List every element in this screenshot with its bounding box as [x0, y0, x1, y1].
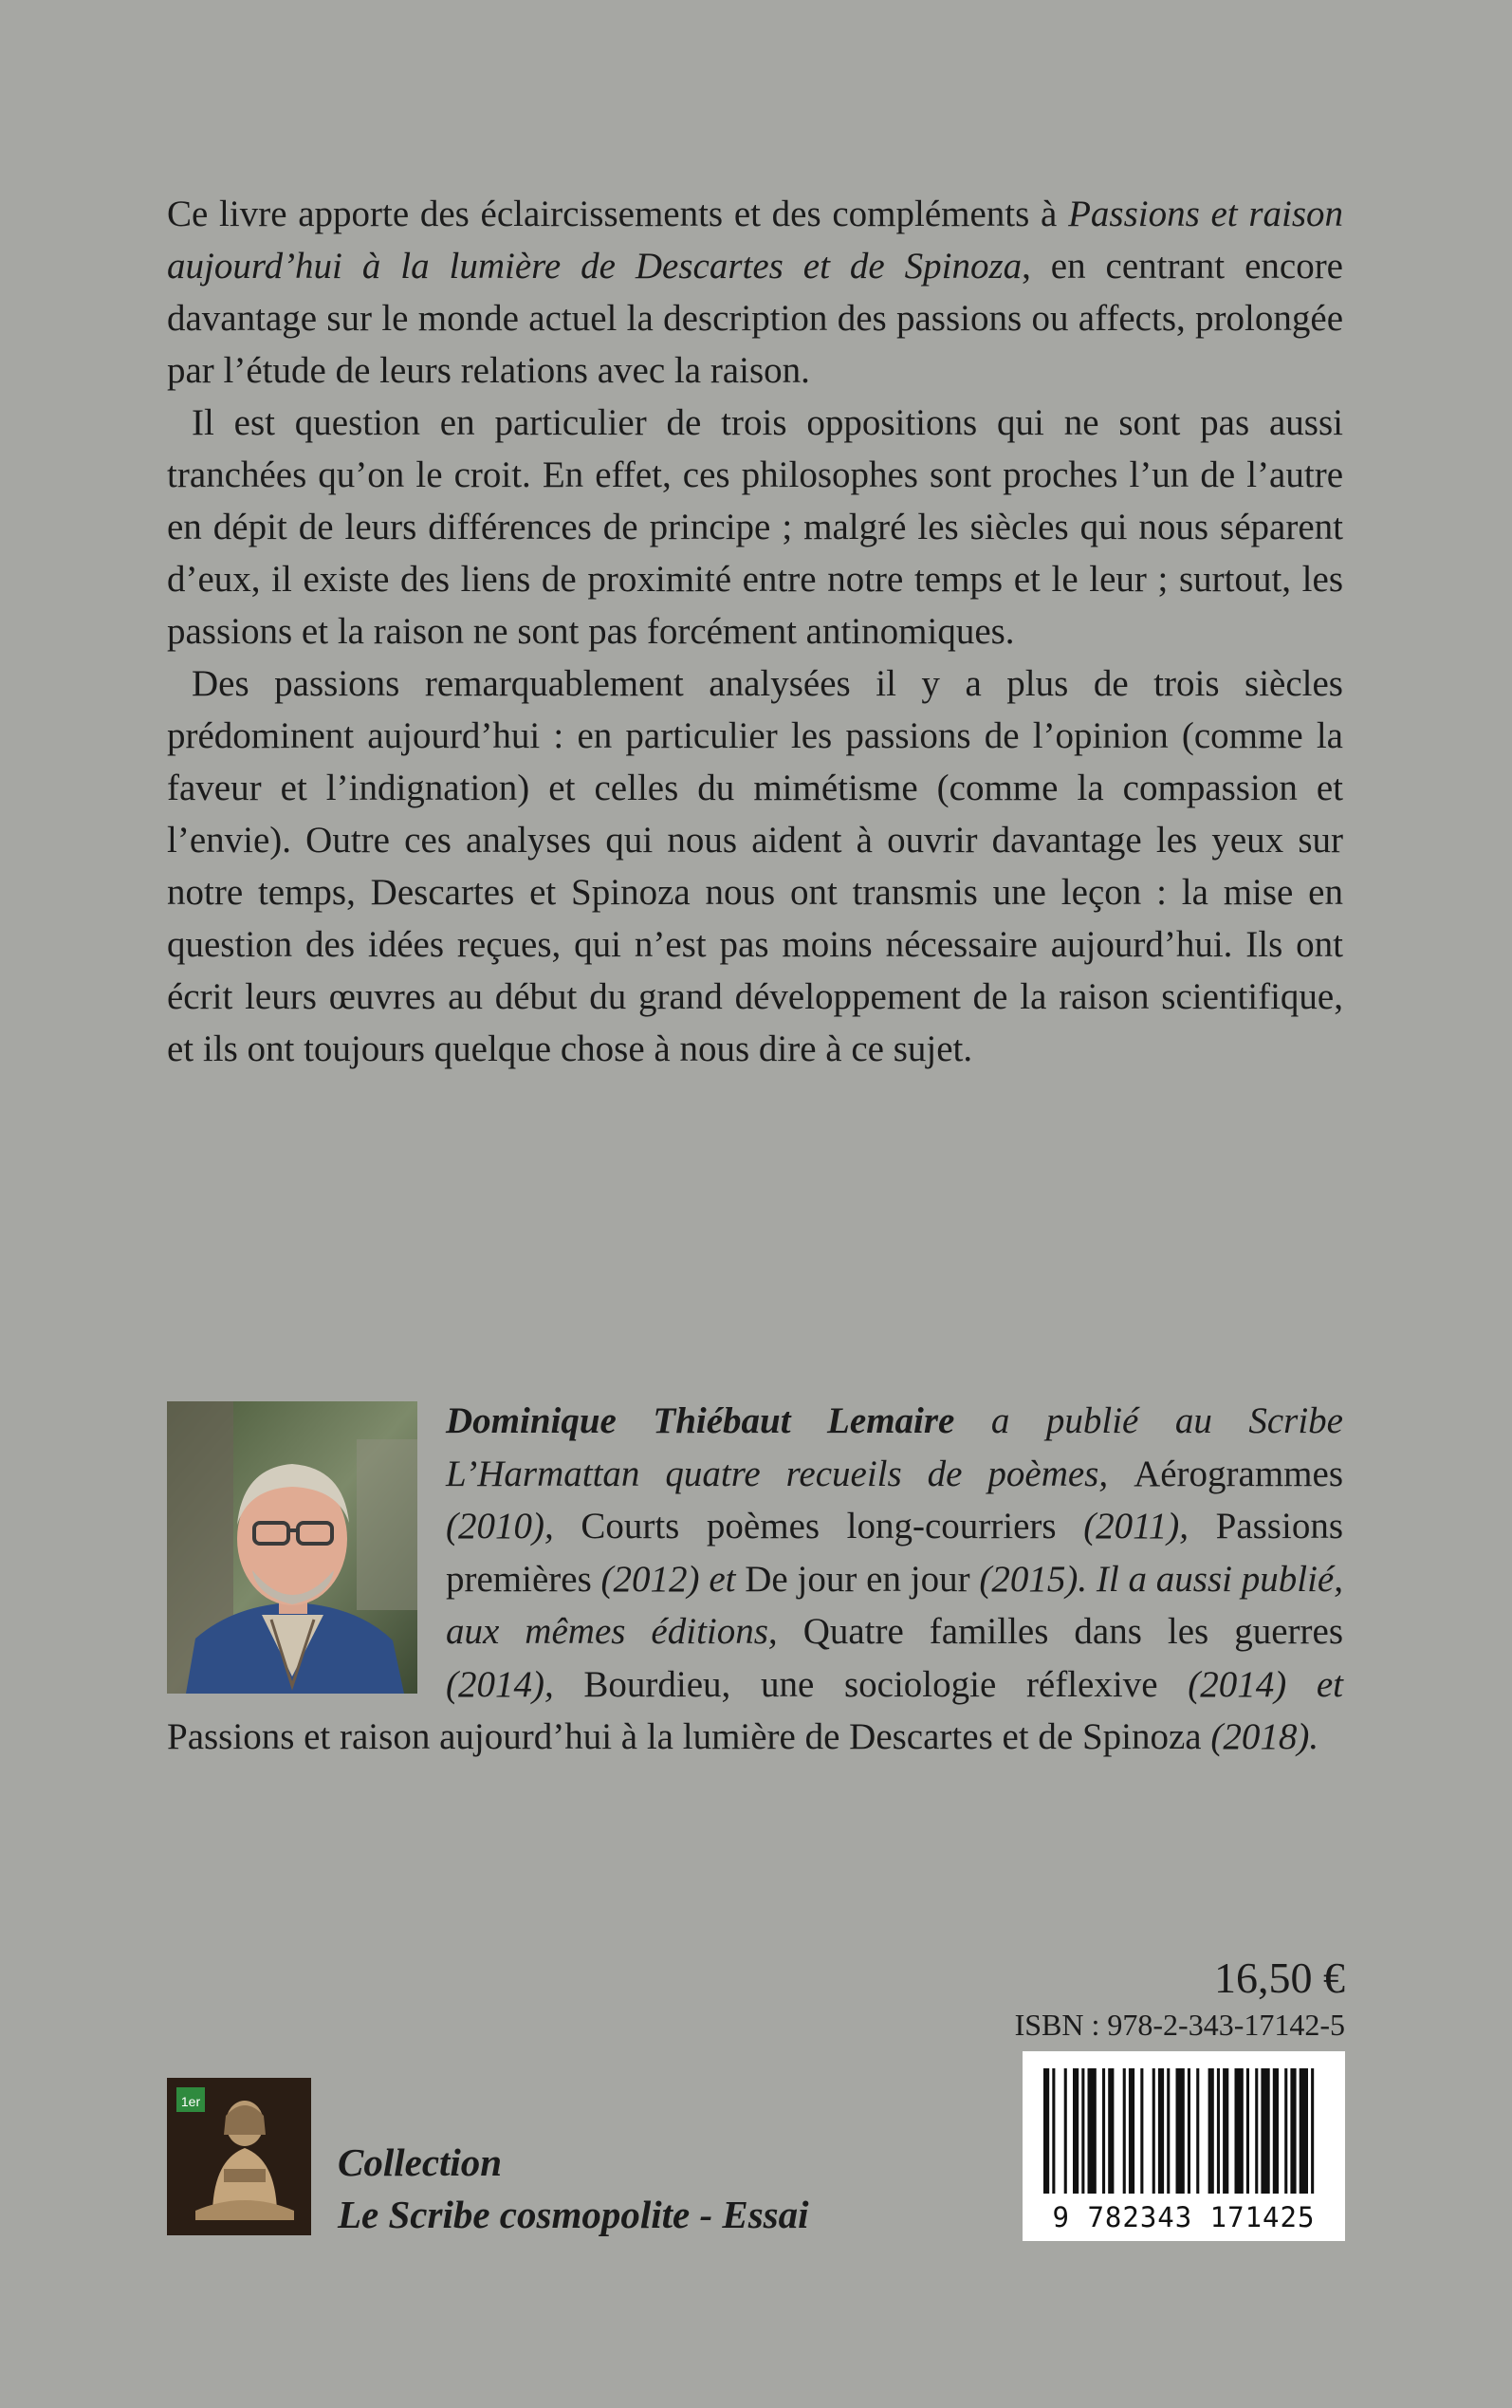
barcode-bar-20	[1235, 2068, 1244, 2194]
blurb-p1-run-1: Passions et raison aujourd’hui à la lumière de Descartes et de Spinoza	[167, 194, 1344, 287]
author-bio-run-2: Aérogrammes	[1134, 1453, 1343, 1494]
barcode-digits: 9 782343 171425	[1052, 2201, 1316, 2233]
barcode-bar-25	[1284, 2068, 1287, 2194]
price: 16,50 €	[1214, 1954, 1345, 2002]
barcode-bar-5	[1088, 2068, 1097, 2194]
barcode-bar-12	[1158, 2068, 1164, 2194]
author-bio-run-8: De jour en jour	[745, 1558, 980, 1600]
author-bio-run-5: (2011),	[1083, 1506, 1216, 1547]
author-bio-run-3: (2010),	[446, 1506, 581, 1547]
author-bio-run-1: a publié au Scribe L’Harmattan quatre recueils de poèmes,	[446, 1400, 1343, 1494]
barcode-bar-11	[1152, 2068, 1155, 2194]
author-bio-run-4: Courts poèmes long-courriers	[581, 1506, 1084, 1547]
back-cover-blurb	[167, 188, 1343, 1075]
blurb-paragraph-2: Il est question en particulier de trois oppositions qui ne sont pas aussi tranchées qu’on le croit. En effet, ces philosophes sont proches l’un de l’autre en dépit de leurs différences de principe ; malgré les siècles qui nous séparent d’eux, il existe des liens de proximité entre notre temps et le leur ; surtout, les passions et la raison ne sont pas forcément antinomiques.	[167, 402, 1343, 652]
barcode-bar-6	[1102, 2068, 1105, 2194]
blurb-p1-run-0: Ce livre apporte des éclaircissements et des compléments à	[167, 194, 1069, 234]
barcode-bar-9	[1129, 2068, 1134, 2194]
barcode-bar-10	[1140, 2068, 1143, 2194]
barcode-bar-21	[1246, 2068, 1249, 2194]
author-bio-run-15: (2018).	[1210, 1716, 1319, 1757]
barcode-bar-7	[1108, 2068, 1114, 2194]
author-photo	[167, 1401, 417, 1694]
blurb-p1-run-2: , en centrant encore davantage sur le monde actuel la description des passions ou affects, prolongée par l’étude de leurs relations avec la raison.	[167, 246, 1343, 391]
author-bio-run-9: (2015). Il a aussi publié, aux mêmes éditions,	[446, 1558, 1343, 1652]
collection-series: Le Scribe cosmopolite - Essai	[338, 2193, 809, 2236]
barcode-bar-3	[1073, 2068, 1079, 2194]
author-bio	[167, 1395, 1343, 1764]
barcode-bar-18	[1217, 2068, 1220, 2194]
barcode-bar-8	[1123, 2068, 1126, 2194]
logo-badge-text: 1er	[180, 2094, 201, 2109]
barcode-bar-16	[1196, 2068, 1199, 2194]
author-bio-run-6: Passions premières	[446, 1506, 1343, 1600]
scribe-logo	[167, 2078, 311, 2235]
barcode-bar-17	[1208, 2068, 1214, 2194]
barcode-bar-28	[1311, 2068, 1314, 2194]
collection-label	[338, 2137, 809, 2241]
author-bio-run-0: Dominique Thiébaut Lemaire	[446, 1400, 955, 1441]
isbn-barcode	[1023, 2051, 1345, 2241]
author-bio-run-7: (2012) et	[600, 1558, 746, 1600]
author-bio-run-11: (2014),	[446, 1663, 584, 1705]
barcode-bar-27	[1300, 2068, 1308, 2194]
blurb-paragraph-1	[167, 188, 1343, 397]
barcode-bar-26	[1290, 2068, 1296, 2194]
barcode-bar-14	[1176, 2068, 1185, 2194]
barcode-bar-22	[1255, 2068, 1258, 2194]
barcode-bar-0	[1043, 2068, 1049, 2194]
barcode-bar-19	[1223, 2068, 1228, 2194]
barcode-bar-2	[1064, 2068, 1067, 2194]
barcode-bar-15	[1188, 2068, 1190, 2194]
collection-title: Collection	[338, 2140, 503, 2184]
author-bio-run-13: (2014) et	[1188, 1663, 1343, 1705]
barcode-bar-4	[1081, 2068, 1084, 2194]
barcode-bar-13	[1167, 2068, 1170, 2194]
barcode-bar-24	[1273, 2068, 1279, 2194]
author-bio-run-12: Bourdieu, une sociologie réflexive	[583, 1663, 1189, 1705]
isbn: ISBN : 978-2-343-17142-5	[1014, 2008, 1345, 2042]
blurb-paragraph-3: Des passions remarquablement analysées il y a plus de trois siècles prédominent aujourd’hui : en particulier les passions de l’opinion (comme la faveur et l’indignation) et celles du mimétisme (comme la compassion et l’envie). Outre ces analyses qui nous aident à ouvrir davantage les yeux sur notre temps, Descartes et Spinoza nous ont transmis une leçon : la mise en question des idées reçues, qui n’est pas moins nécessaire aujourd’hui. Ils ont écrit leurs œuvres au début du grand développement de la raison scientifique, et ils ont toujours quelque chose à nous dire à ce sujet.	[167, 663, 1343, 1069]
barcode-bar-23	[1261, 2068, 1269, 2194]
author-bio-run-10: Quatre familles dans les guerres	[802, 1611, 1343, 1652]
barcode-bar-1	[1052, 2068, 1055, 2194]
author-bio-run-14: Passions et raison aujourd’hui à la lumière de Descartes et de Spinoza	[167, 1716, 1211, 1757]
